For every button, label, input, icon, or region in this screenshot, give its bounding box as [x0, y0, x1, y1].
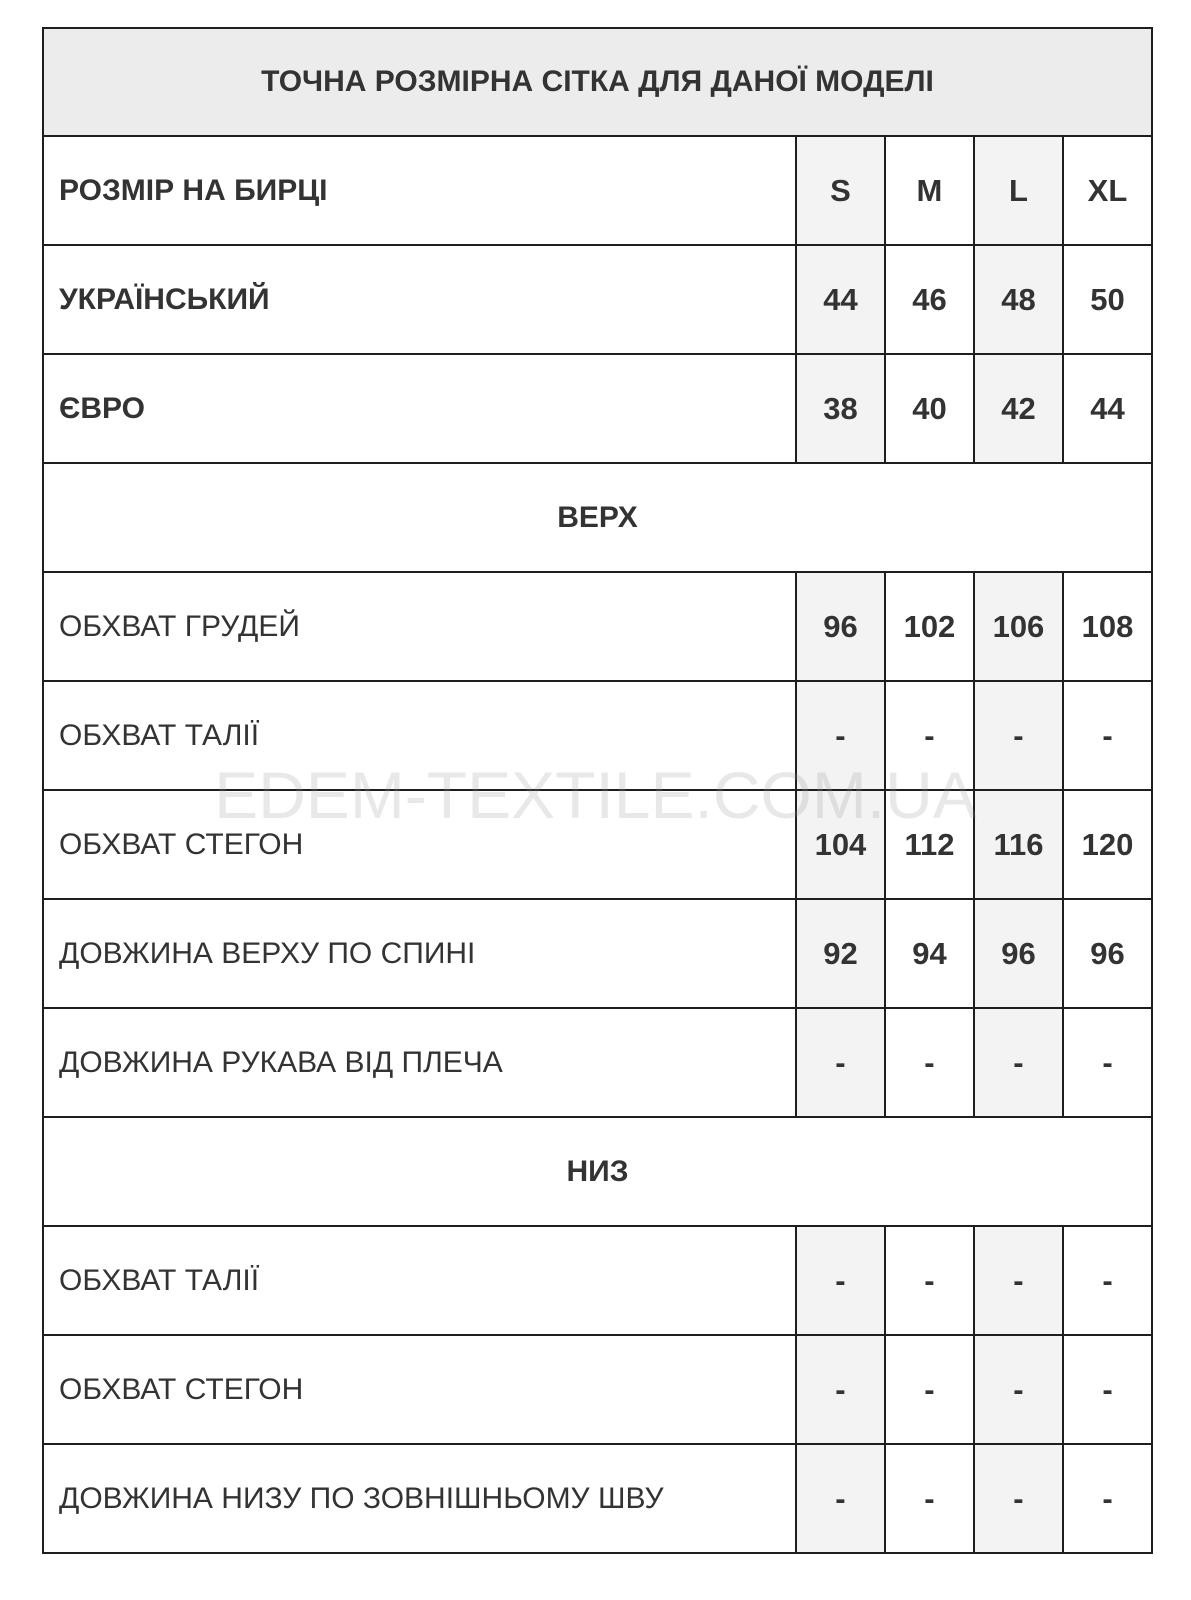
cell-value: 96	[796, 572, 885, 681]
size-header-xl: XL	[1063, 136, 1152, 245]
cell-value: -	[974, 1226, 1063, 1335]
row-label: ЄВРО	[43, 354, 796, 463]
table-row	[43, 1444, 1152, 1553]
table-row	[43, 790, 1152, 899]
cell-value: -	[885, 1226, 974, 1335]
row-label: ОБХВАТ ТАЛІЇ	[43, 1226, 796, 1335]
table-row	[43, 681, 1152, 790]
cell-value: -	[885, 1335, 974, 1444]
cell-value: -	[796, 681, 885, 790]
cell-value: 48	[974, 245, 1063, 354]
cell-value: 104	[796, 790, 885, 899]
cell-value: -	[974, 1008, 1063, 1117]
cell-value: 44	[796, 245, 885, 354]
table-title: ТОЧНА РОЗМІРНА СІТКА ДЛЯ ДАНОЇ МОДЕЛІ	[43, 28, 1152, 136]
size-chart-table	[42, 27, 1153, 1554]
row-label: УКРАЇНСЬКИЙ	[43, 245, 796, 354]
row-label: ОБХВАТ ГРУДЕЙ	[43, 572, 796, 681]
row-label: ОБХВАТ СТЕГОН	[43, 790, 796, 899]
size-header-m: M	[885, 136, 974, 245]
section-row-upper	[43, 463, 1152, 572]
watermark: EDEM-TEXTILE.COM.UA	[214, 758, 977, 832]
cell-value: 96	[1063, 899, 1152, 1008]
cell-value: 94	[885, 899, 974, 1008]
cell-value: 106	[974, 572, 1063, 681]
cell-value: 108	[1063, 572, 1152, 681]
cell-value: -	[1063, 1444, 1152, 1553]
cell-value: -	[796, 1335, 885, 1444]
row-label: ОБХВАТ ТАЛІЇ	[43, 681, 796, 790]
table-row	[43, 354, 1152, 463]
row-label: ДОВЖИНА НИЗУ ПО ЗОВНІШНЬОМУ ШВУ	[43, 1444, 796, 1553]
table-row	[43, 1008, 1152, 1117]
cell-value: -	[796, 1008, 885, 1117]
cell-value: 42	[974, 354, 1063, 463]
size-header-label: РОЗМІР НА БИРЦІ	[43, 136, 796, 245]
row-label: ДОВЖИНА ВЕРХУ ПО СПИНІ	[43, 899, 796, 1008]
cell-value: 92	[796, 899, 885, 1008]
cell-value: 96	[974, 899, 1063, 1008]
size-header-row	[43, 136, 1152, 245]
table-row	[43, 1226, 1152, 1335]
cell-value: -	[885, 1444, 974, 1553]
cell-value: 50	[1063, 245, 1152, 354]
cell-value: -	[885, 1008, 974, 1117]
cell-value: -	[974, 681, 1063, 790]
cell-value: 120	[1063, 790, 1152, 899]
cell-value: -	[974, 1444, 1063, 1553]
cell-value: -	[1063, 681, 1152, 790]
cell-value: 112	[885, 790, 974, 899]
cell-value: 40	[885, 354, 974, 463]
section-title-upper: ВЕРХ	[43, 463, 1152, 572]
cell-value: -	[1063, 1226, 1152, 1335]
row-label: ОБХВАТ СТЕГОН	[43, 1335, 796, 1444]
cell-value: 102	[885, 572, 974, 681]
size-header-s: S	[796, 136, 885, 245]
table-title-row	[43, 28, 1152, 136]
cell-value: -	[974, 1335, 1063, 1444]
table-row	[43, 1335, 1152, 1444]
size-header-l: L	[974, 136, 1063, 245]
cell-value: 46	[885, 245, 974, 354]
table-row	[43, 899, 1152, 1008]
cell-value: -	[1063, 1008, 1152, 1117]
cell-value: -	[796, 1444, 885, 1553]
cell-value: 44	[1063, 354, 1152, 463]
section-row-lower	[43, 1117, 1152, 1226]
cell-value: 116	[974, 790, 1063, 899]
row-label: ДОВЖИНА РУКАВА ВІД ПЛЕЧА	[43, 1008, 796, 1117]
cell-value: -	[1063, 1335, 1152, 1444]
cell-value: -	[796, 1226, 885, 1335]
cell-value: 38	[796, 354, 885, 463]
section-title-lower: НИЗ	[43, 1117, 1152, 1226]
table-row	[43, 245, 1152, 354]
cell-value: -	[885, 681, 974, 790]
table-row	[43, 572, 1152, 681]
